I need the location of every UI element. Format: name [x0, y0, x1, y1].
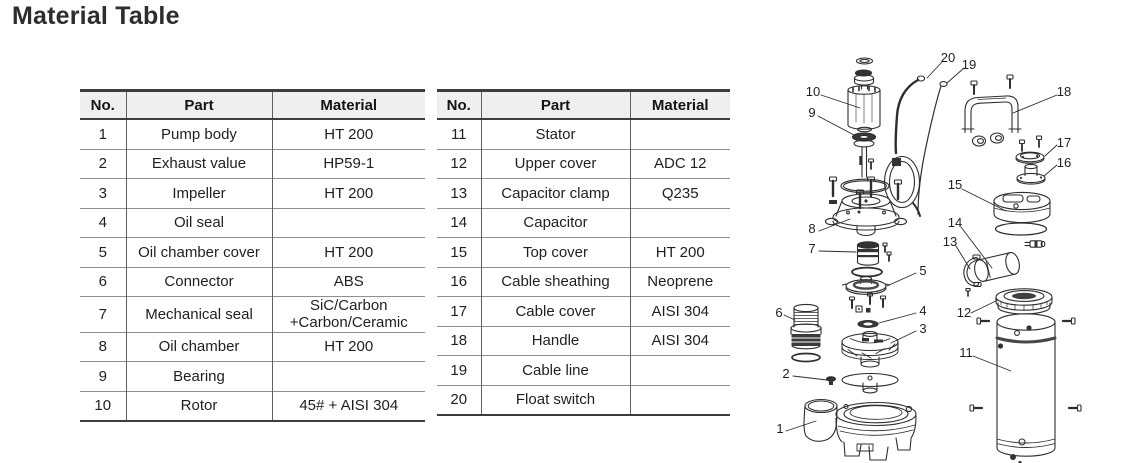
leader-line — [1013, 95, 1057, 113]
table-row — [80, 332, 425, 362]
part-small-fitting — [1025, 241, 1045, 247]
cell-material — [630, 356, 730, 386]
cell-material: SiC/Carbon +Carbon/Ceramic — [272, 297, 425, 333]
cell-part: Float switch — [481, 385, 630, 415]
cell-material: AISI 304 — [630, 326, 730, 356]
part-number-label: 12 — [956, 305, 972, 320]
col-header-part: Part — [481, 91, 630, 120]
cell-no: 3 — [80, 179, 126, 209]
part-connector — [791, 304, 821, 361]
cell-material: ABS — [272, 267, 425, 297]
part-mechanical-seal — [858, 242, 892, 265]
cell-part: Top cover — [481, 238, 630, 268]
table-row — [437, 297, 730, 327]
table-header-row — [80, 91, 425, 120]
cell-part: Oil chamber cover — [126, 238, 272, 268]
part-number-label: 14 — [947, 215, 963, 230]
leader-line — [973, 356, 1011, 371]
table-row — [437, 326, 730, 356]
part-number-label: 5 — [919, 263, 927, 278]
part-cable-line — [918, 82, 947, 214]
part-number-label: 19 — [961, 57, 977, 72]
part-oil-chamber-oring — [841, 179, 889, 193]
cell-material — [630, 119, 730, 149]
part-number-label: 18 — [1056, 84, 1072, 99]
leader-line — [887, 273, 916, 286]
fasteners-stator — [970, 318, 1081, 411]
part-number-label: 8 — [808, 221, 816, 236]
cell-part: Exhaust value — [126, 149, 272, 179]
table-row — [80, 149, 425, 179]
cell-no: 19 — [437, 356, 481, 386]
col-header-material: Material — [272, 91, 425, 120]
part-number-label: 7 — [808, 241, 816, 256]
leader-line — [819, 219, 850, 231]
cell-material — [630, 208, 730, 238]
leader-line — [956, 246, 970, 269]
cell-no: 4 — [80, 208, 126, 238]
cell-no: 12 — [437, 149, 481, 179]
table-header-row — [437, 91, 730, 120]
cell-material: HT 200 — [630, 238, 730, 268]
cell-no: 15 — [437, 238, 481, 268]
cell-part: Impeller — [126, 179, 272, 209]
leader-line — [962, 189, 1006, 211]
leader-line — [891, 331, 916, 343]
table-row — [437, 356, 730, 386]
col-header-no: No. — [80, 91, 126, 120]
table-row — [80, 297, 425, 333]
part-number-label: 4 — [919, 303, 927, 318]
cell-no: 20 — [437, 385, 481, 415]
cell-material: HT 200 — [272, 332, 425, 362]
leader-line — [821, 95, 860, 108]
part-top-cover — [994, 192, 1050, 222]
part-cover-oring — [852, 268, 882, 277]
cell-material: AISI 304 — [630, 297, 730, 327]
table-row — [437, 385, 730, 415]
cell-no: 7 — [80, 297, 126, 333]
cell-part: Upper cover — [481, 149, 630, 179]
cell-no: 13 — [437, 179, 481, 209]
leader-line — [819, 251, 856, 252]
col-header-part: Part — [126, 91, 272, 120]
part-cable-cover — [1016, 152, 1044, 163]
cell-no: 8 — [80, 332, 126, 362]
part-pump-body — [804, 400, 916, 461]
cell-no: 14 — [437, 208, 481, 238]
part-stator — [997, 314, 1055, 463]
cell-material — [272, 362, 425, 392]
part-cable-sheathing — [1017, 164, 1045, 184]
cell-part: Capacitor — [481, 208, 630, 238]
leader-line — [784, 315, 795, 320]
cell-part: Connector — [126, 267, 272, 297]
part-oil-chamber-cover — [843, 277, 890, 295]
pump-exploded-diagram — [770, 40, 1121, 463]
cell-part: Mechanical seal — [126, 297, 272, 333]
leader-line — [1044, 165, 1057, 176]
table-row — [80, 267, 425, 297]
part-number-label: 6 — [775, 305, 783, 320]
part-capacitor-clamp — [965, 255, 981, 296]
part-number-label: 17 — [1056, 135, 1072, 150]
cell-material: Q235 — [630, 179, 730, 209]
leader-line — [786, 421, 816, 431]
part-impeller — [842, 332, 898, 367]
col-header-material: Material — [630, 91, 730, 120]
material-table-right — [437, 89, 730, 416]
cell-part: Cable sheathing — [481, 267, 630, 297]
cell-part: Rotor — [126, 391, 272, 421]
page-title: Material Table — [12, 2, 180, 30]
part-rotor — [848, 58, 880, 132]
part-number-label: 11 — [959, 345, 973, 360]
fasteners-handle — [971, 75, 1013, 94]
fasteners-cover — [850, 293, 886, 313]
part-number-label: 1 — [776, 421, 784, 436]
cell-no: 9 — [80, 362, 126, 392]
cell-material: HT 200 — [272, 179, 425, 209]
part-upper-cover — [996, 289, 1052, 314]
cell-no: 17 — [437, 297, 481, 327]
part-exhaust-valve — [827, 374, 899, 393]
leader-line — [971, 300, 998, 313]
cell-part: Bearing — [126, 362, 272, 392]
part-number-label: 3 — [919, 321, 927, 336]
cell-no: 11 — [450, 125, 467, 143]
cell-no: 2 — [80, 149, 126, 179]
table-row — [80, 238, 425, 268]
part-number-label: 16 — [1056, 155, 1072, 170]
part-bearing — [853, 133, 876, 177]
diagram-labels — [775, 50, 1071, 436]
table-row — [437, 179, 730, 209]
part-oil-chamber — [826, 194, 907, 236]
cell-part: Cable line — [481, 356, 630, 386]
cell-part: Stator — [481, 119, 630, 149]
cell-part: Capacitor clamp — [481, 179, 630, 209]
table-row — [80, 362, 425, 392]
cell-material: ADC 12 — [630, 149, 730, 179]
table-row — [80, 179, 425, 209]
material-table-left — [80, 89, 425, 422]
col-header-no: No. — [437, 91, 481, 120]
cell-no: 1 — [98, 125, 107, 143]
part-oil-seal — [858, 321, 878, 328]
cell-no: 10 — [80, 391, 126, 421]
cell-material: 45# + AISI 304 — [272, 391, 425, 421]
leader-line — [879, 313, 916, 323]
part-number-label: 13 — [942, 234, 958, 249]
part-top-cover-oring — [996, 223, 1047, 235]
cell-part: Handle — [481, 326, 630, 356]
cell-material: HT 200 — [272, 119, 425, 149]
table-row — [437, 119, 730, 149]
leader-line — [1045, 145, 1057, 156]
table-row — [80, 391, 425, 421]
leader-line — [793, 376, 827, 380]
table-row — [437, 238, 730, 268]
cell-part: Cable cover — [481, 297, 630, 327]
part-number-label: 9 — [808, 105, 816, 120]
cell-no: 16 — [437, 267, 481, 297]
table-row — [437, 208, 730, 238]
table-row — [80, 119, 425, 149]
cell-part: Oil chamber — [126, 332, 272, 362]
table-row — [437, 267, 730, 297]
part-number-label: 10 — [805, 84, 821, 99]
cell-material: HT 200 — [272, 238, 425, 268]
cell-no: 6 — [80, 267, 126, 297]
cell-no: 5 — [80, 238, 126, 268]
part-number-label: 15 — [947, 177, 963, 192]
fasteners-cable-cover — [1020, 136, 1042, 151]
table-row — [437, 149, 730, 179]
part-number-label: 20 — [940, 50, 956, 65]
cell-part: Oil seal — [126, 208, 272, 238]
cell-material: Neoprene — [630, 267, 730, 297]
part-number-label: 2 — [782, 366, 790, 381]
cell-material: HP59-1 — [272, 149, 425, 179]
part-handle — [962, 96, 1021, 146]
cell-no: 18 — [437, 326, 481, 356]
cell-part: Pump body — [126, 119, 272, 149]
cell-material — [272, 208, 425, 238]
cell-material — [630, 385, 730, 415]
table-row — [80, 208, 425, 238]
